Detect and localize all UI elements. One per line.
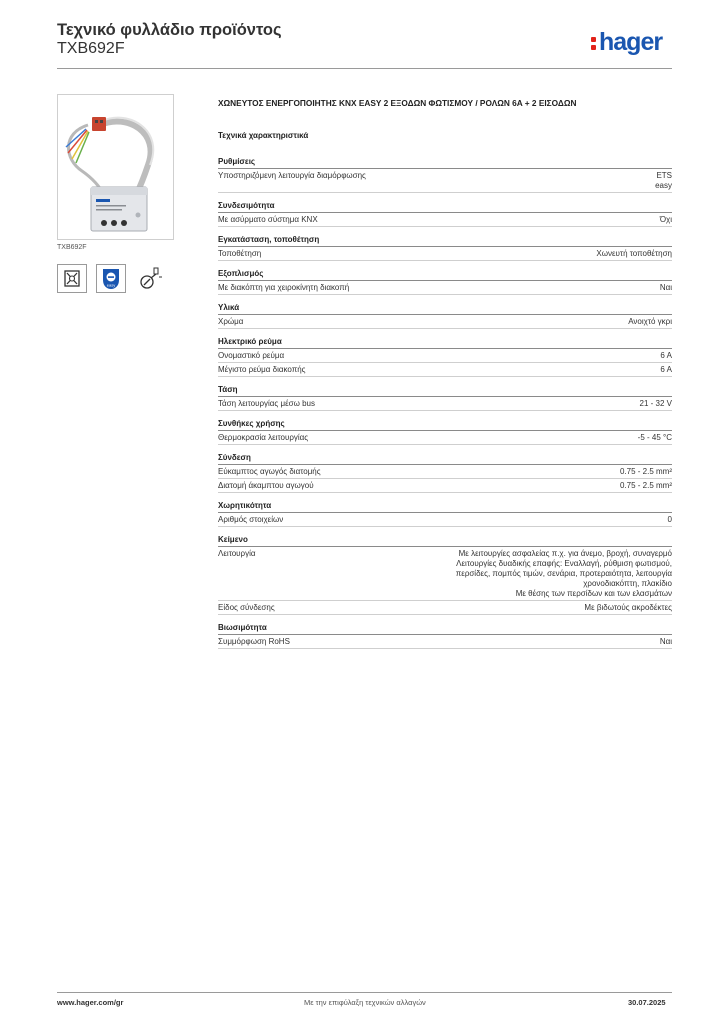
footer-date: 30.07.2025	[628, 998, 666, 1007]
spec-group	[218, 268, 672, 295]
spec-label: Διατομή άκαμπτου αγωγού	[218, 481, 314, 490]
spec-group	[218, 452, 672, 493]
spec-row	[218, 601, 672, 615]
product-image	[57, 94, 174, 240]
product-title: ΧΩΝΕΥΤΟΣ ΕΝΕΡΓΟΠΟΙΗΤΗΣ KNX EASY 2 ΕΞΟΔΩΝ ΦΩΤΙΣΜΟΥ / ΡΟΛΩΝ 6A + 2 ΕΙΣΟΔΩΝ	[218, 98, 577, 108]
spec-value-line: 6 A	[660, 365, 672, 374]
spec-value-line: 0.75 - 2.5 mm²	[619, 467, 672, 476]
spec-group	[218, 534, 672, 615]
spec-value-line: Με λειτουργίες ασφαλείας π.χ. για άνεμο, βροχή, συναγερμό	[458, 549, 672, 558]
spec-value	[620, 481, 672, 491]
spec-value-line: Όχι	[659, 215, 672, 224]
spec-row	[218, 213, 672, 227]
header-divider	[57, 68, 672, 69]
spec-value	[640, 399, 672, 409]
spec-group-title: Συνδεσιμότητα	[218, 200, 672, 213]
easy-icon-label: easy	[106, 282, 116, 288]
spec-group-title: Συνθήκες χρήσης	[218, 418, 672, 431]
spec-value-line: 0.75 - 2.5 mm²	[619, 481, 672, 490]
spec-group	[218, 418, 672, 445]
spec-value	[584, 603, 672, 613]
spec-value	[655, 171, 672, 191]
surface-mount-icon	[57, 264, 87, 293]
spec-value-line: Ναι	[659, 637, 672, 646]
spec-value-line: Με βιδωτούς ακροδέκτες	[584, 603, 672, 612]
spec-label: Λειτουργία	[218, 549, 256, 558]
spec-group-title: Υλικά	[218, 302, 672, 315]
spec-value-line: -5 - 45 °C	[637, 433, 672, 442]
spec-group	[218, 384, 672, 411]
spec-row	[218, 349, 672, 363]
spec-label: Είδος σύνδεσης	[218, 603, 275, 612]
section-title: Τεχνικά χαρακτηριστικά	[218, 131, 309, 140]
product-code: TXB692F	[57, 40, 125, 57]
spec-row	[218, 397, 672, 411]
spec-row	[218, 431, 672, 445]
spec-value-line: περσίδες, πομπός τιμών, σενάρια, προτεραιότητα, λειτουργία	[455, 569, 672, 578]
spec-value	[638, 433, 672, 443]
spec-row	[218, 479, 672, 493]
spec-label: Ονομαστικό ρεύμα	[218, 351, 285, 360]
spec-label: Τάση λειτουργίας μέσω bus	[218, 399, 315, 408]
document-title: Τεχνικό φυλλάδιο προϊόντος	[57, 21, 282, 39]
product-illustration	[58, 95, 173, 239]
spec-group-title: Χωρητικότητα	[218, 500, 672, 513]
spec-label: Χρώμα	[218, 317, 244, 326]
spec-value-line: easy	[655, 181, 672, 190]
easy-icon	[96, 264, 126, 293]
spec-row	[218, 281, 672, 295]
spec-group-title: Τάση	[218, 384, 672, 397]
spec-value-line: Ανοιχτό γκρι	[628, 317, 672, 326]
footer-note: Με την επιφύλαξη τεχνικών αλλαγών	[304, 998, 426, 1007]
hager-logo	[590, 28, 662, 57]
spec-row	[218, 465, 672, 479]
spec-value-line: χρονοδιακόπτη, πλακίδιο	[583, 579, 672, 588]
spec-row	[218, 547, 672, 601]
spec-value-line: 21 - 32 V	[639, 399, 672, 408]
spec-label: Υποστηριζόμενη λειτουργία διαμόρφωσης	[218, 171, 366, 180]
spec-label: Εύκαμπτος αγωγός διατομής	[218, 467, 321, 476]
spec-group-title: Εξοπλισμός	[218, 268, 672, 281]
specifications-table	[218, 156, 672, 649]
spec-group	[218, 302, 672, 329]
spec-value	[628, 317, 672, 327]
spec-group-title: Ρυθμίσεις	[218, 156, 672, 169]
spec-group-title: Κείμενο	[218, 534, 672, 547]
spec-label: Μέγιστο ρεύμα διακοπής	[218, 365, 306, 374]
spec-value-line: 6 A	[660, 351, 672, 360]
footer-divider	[57, 992, 672, 993]
spec-value	[660, 351, 672, 361]
logo-text: hager	[599, 28, 663, 56]
spec-value	[668, 515, 672, 525]
spec-value	[596, 249, 672, 259]
spec-label: Θερμοκρασία λειτουργίας	[218, 433, 309, 442]
spec-label: Αριθμός στοιχείων	[218, 515, 284, 524]
spec-row	[218, 247, 672, 261]
spec-label: Με ασύρματο σύστημα KNX	[218, 215, 318, 224]
spec-label: Με διακόπτη για χειροκίνητη διακοπή	[218, 283, 350, 292]
spec-group-title: Σύνδεση	[218, 452, 672, 465]
spec-group	[218, 500, 672, 527]
spec-value	[660, 283, 672, 293]
spec-value	[660, 365, 672, 375]
spec-group	[218, 234, 672, 261]
spec-group	[218, 622, 672, 649]
spec-value	[456, 549, 672, 599]
spec-value-line: Λειτουργίες δυαδικής επαφής: Εναλλαγή, ρύθμιση φωτισμού,	[456, 559, 672, 568]
spec-value	[620, 467, 672, 477]
spec-group-title: Ηλεκτρικό ρεύμα	[218, 336, 672, 349]
spec-value-line: ETS	[656, 171, 672, 180]
spec-row	[218, 169, 672, 193]
spec-value-line: Με θέσης των περσίδων και των ελασμάτων	[515, 589, 672, 598]
spec-row	[218, 363, 672, 377]
tool-icon	[135, 264, 165, 293]
footer-website-link[interactable]: www.hager.com/gr	[57, 998, 124, 1007]
spec-group-title: Βιωσιμότητα	[218, 622, 672, 635]
spec-row	[218, 635, 672, 649]
spec-value-line: Χωνευτή τοποθέτηση	[596, 249, 672, 258]
product-caption: TXB692F	[57, 244, 87, 251]
spec-value-line: 0	[667, 515, 672, 524]
spec-group	[218, 156, 672, 193]
spec-group-title: Εγκατάσταση, τοποθέτηση	[218, 234, 672, 247]
logo-dots-icon	[590, 32, 598, 50]
spec-value-line: Ναι	[659, 283, 672, 292]
spec-label: Συμμόρφωση RoHS	[218, 637, 290, 646]
spec-row	[218, 315, 672, 329]
spec-group	[218, 200, 672, 227]
spec-value	[660, 637, 672, 647]
spec-value	[660, 215, 672, 225]
spec-group	[218, 336, 672, 377]
spec-label: Τοποθέτηση	[218, 249, 262, 258]
spec-row	[218, 513, 672, 527]
